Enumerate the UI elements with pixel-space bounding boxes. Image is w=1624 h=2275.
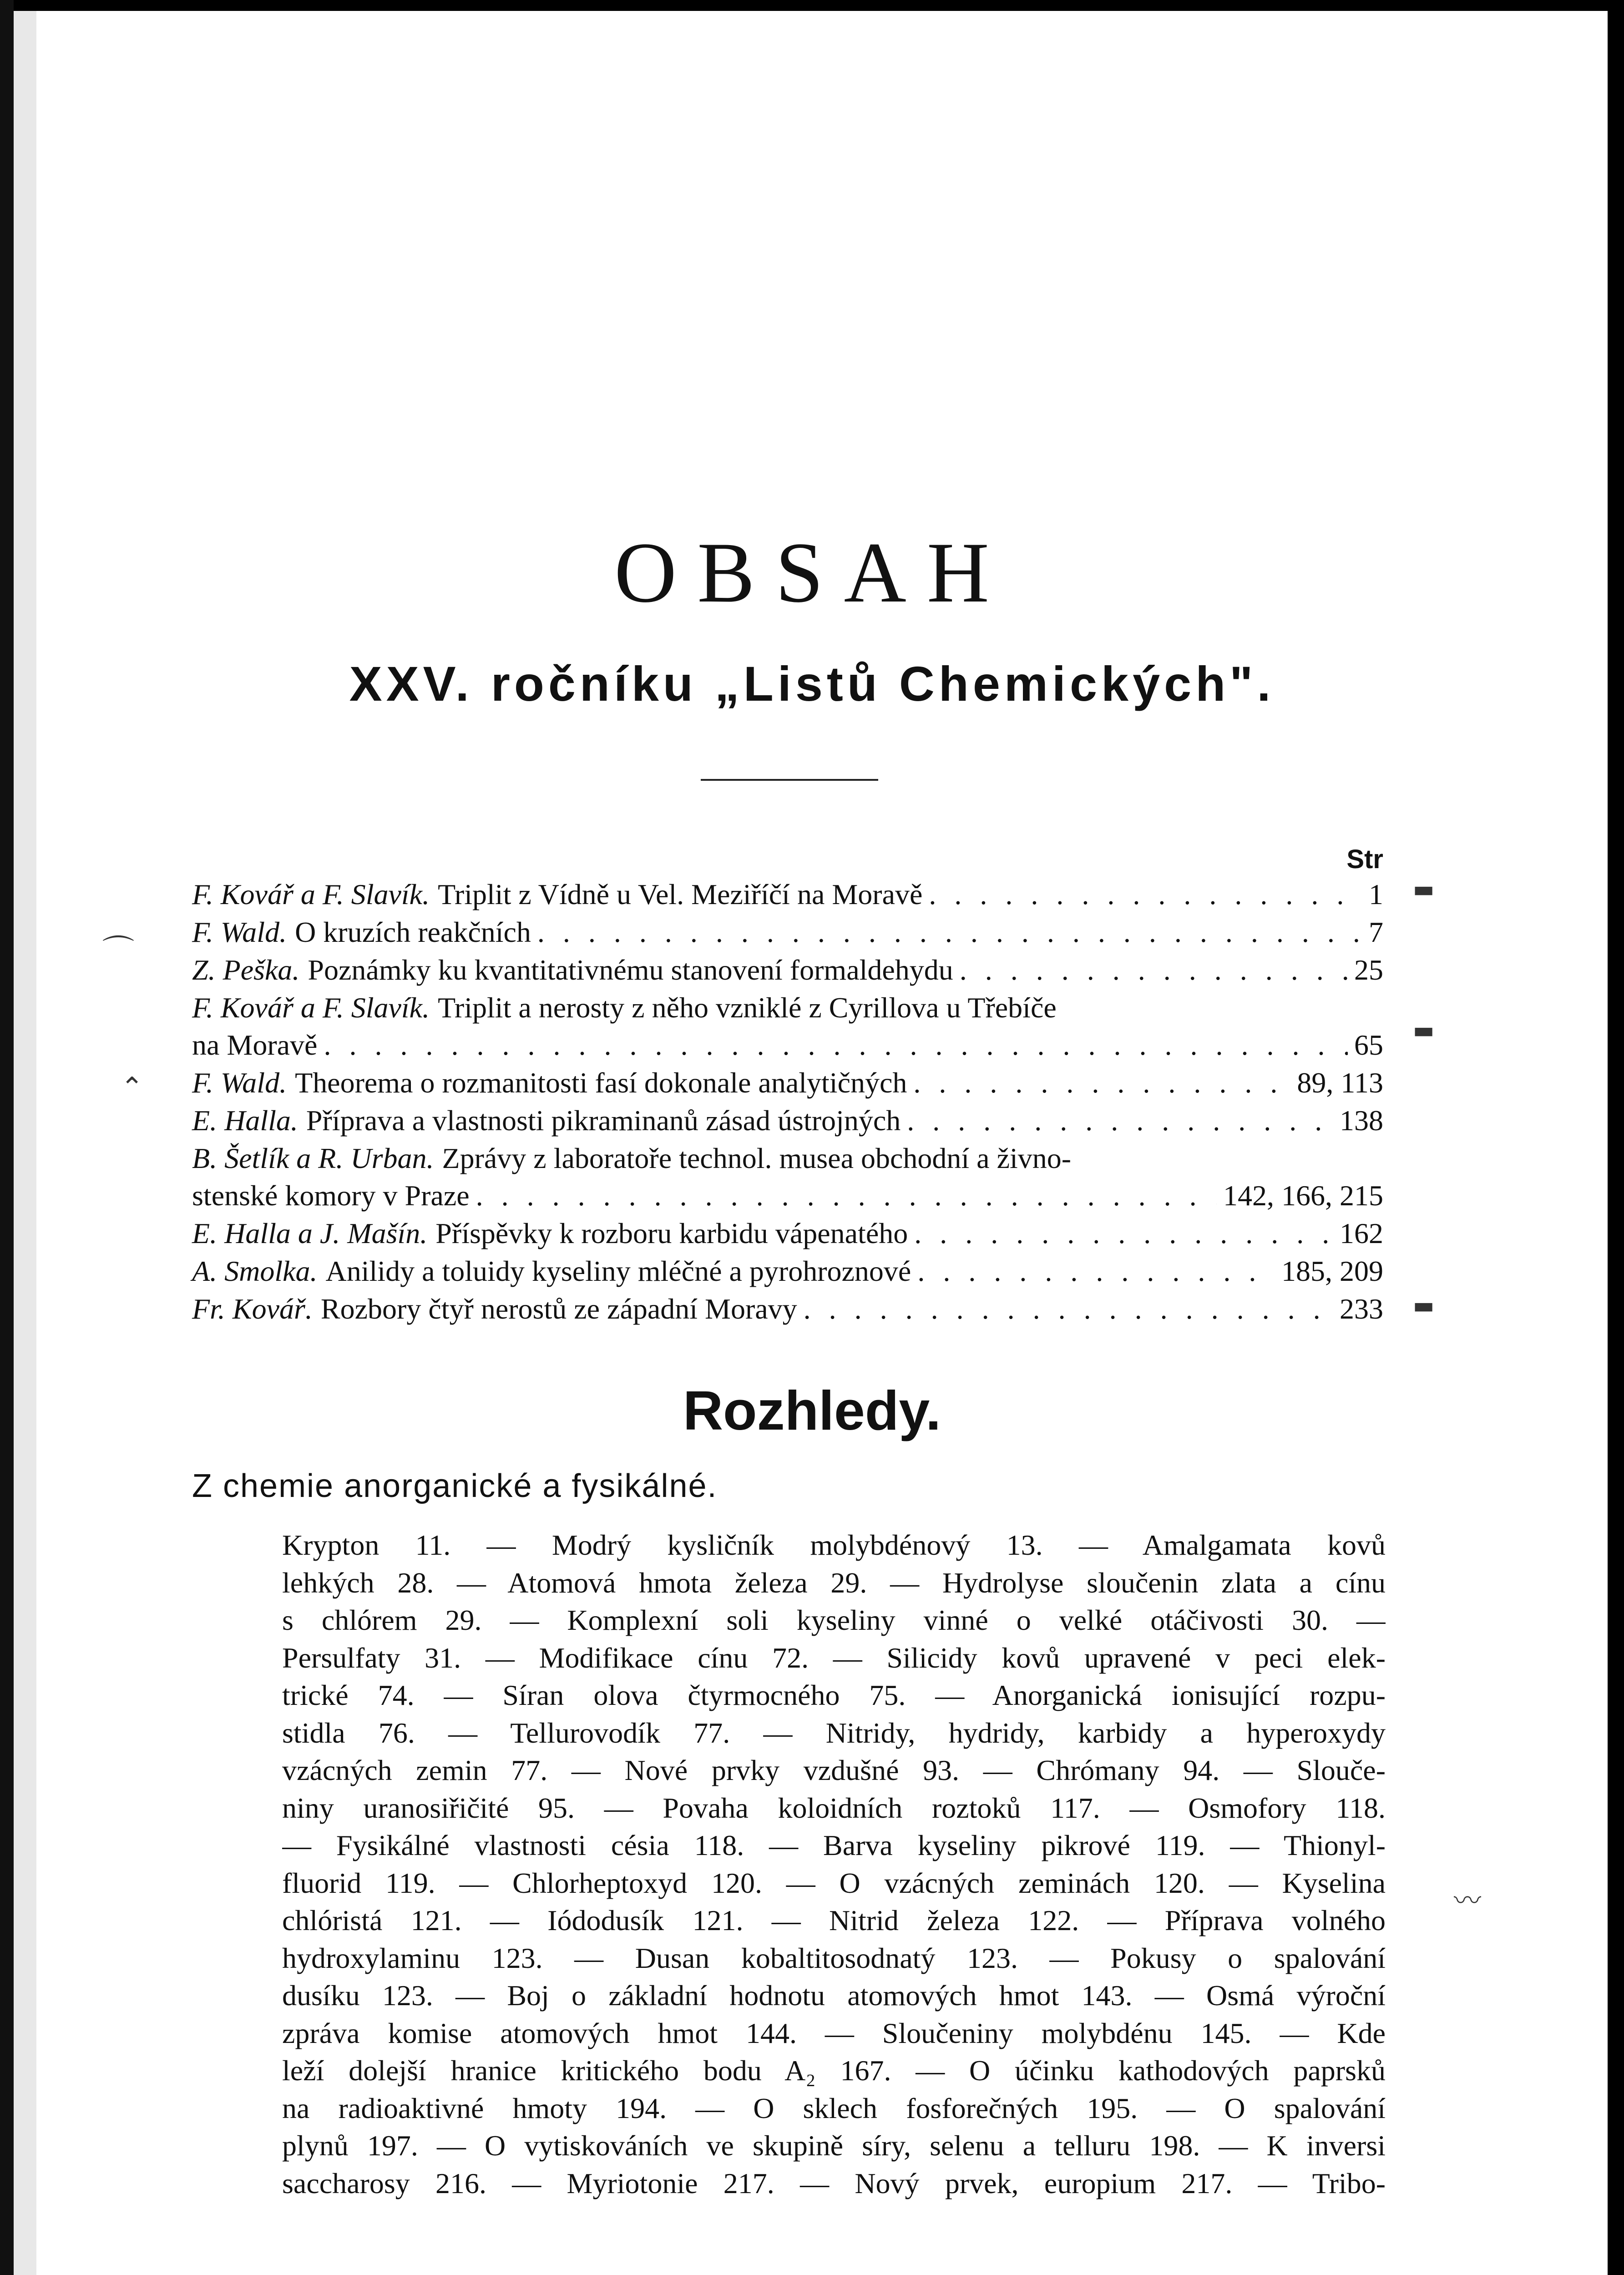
paragraph-line: saccharosy 216. — Myriotonie 217. — Nový prvek, europium 217. — Tribo- bbox=[282, 2167, 1386, 2199]
leader-dots bbox=[537, 914, 1362, 951]
paragraph-line: niny uranosiřičité 95. — Povaha koloidních roztoků 117. — Osmofory 118. bbox=[282, 1791, 1386, 1824]
toc-title: Theorema o rozmanitosti fasí dokonale analytičných bbox=[295, 1067, 907, 1099]
toc-entry[interactable] bbox=[192, 1215, 1383, 1252]
toc-author: F. Wald. bbox=[192, 916, 287, 948]
toc-entry[interactable] bbox=[192, 1253, 1383, 1290]
paragraph-line: leží dolejší hranice kritického bodu A₂ 167. — O účinku kathodových paprsků bbox=[282, 2054, 1386, 2087]
divider-rule bbox=[701, 779, 878, 781]
toc-title: Poznámky ku kvantitativnému stanovení formaldehydu bbox=[308, 954, 953, 986]
leader-dots bbox=[960, 951, 1348, 989]
paragraph-line: zpráva komise atomových hmot 144. — Sloučeniny molybdénu 145. — Kde bbox=[282, 2017, 1386, 2049]
toc-pages: 138 bbox=[1340, 1104, 1383, 1137]
toc-pages: 185, 209 bbox=[1281, 1255, 1383, 1287]
scan-border-right bbox=[1608, 0, 1624, 2275]
leader-dots bbox=[917, 1253, 1275, 1290]
leader-dots bbox=[913, 1064, 1290, 1102]
toc-title: Triplit z Vídně u Vel. Meziříčí na Moravě bbox=[438, 878, 923, 910]
toc-title: Příprava a vlastnosti pikraminanů zásad ústrojných bbox=[306, 1104, 901, 1137]
toc-entry[interactable] bbox=[192, 914, 1383, 951]
toc-author: E. Halla. bbox=[192, 1104, 298, 1137]
toc-entry[interactable] bbox=[192, 1290, 1383, 1328]
toc-title-continued: stenské komory v Praze bbox=[192, 1179, 470, 1212]
toc-title: O kruzích reakčních bbox=[295, 916, 531, 948]
toc-pages: 89, 113 bbox=[1297, 1067, 1383, 1099]
toc-title: Triplit a nerosty z něho vzniklé z Cyrillova u Třebíče bbox=[438, 991, 1057, 1024]
subsection-heading: Z chemie anorganické a fysikálné. bbox=[192, 1468, 718, 1504]
paragraph-line: hydroxylaminu 123. — Dusan kobaltitosodnatý 123. — Pokusy o spalování bbox=[282, 1941, 1386, 1974]
paragraph-line: plynů 197. — O vytiskováních ve skupině síry, selenu a telluru 198. — K inversi bbox=[282, 2129, 1386, 2162]
toc-author: Fr. Kovář. bbox=[192, 1293, 313, 1325]
margin-caret-mark: ⌒ bbox=[102, 933, 134, 970]
paragraph-line: s chlórem 29. — Komplexní soli kyseliny vinné o velké otáčivosti 30. — bbox=[282, 1604, 1386, 1636]
paragraph-line: na radioaktivné hmoty 194. — O sklech fosforečných 195. — O spalování bbox=[282, 2092, 1386, 2124]
margin-dash-mark: ▬ bbox=[1413, 1017, 1435, 1043]
margin-dash-mark: ▬ bbox=[1413, 876, 1435, 902]
review-paragraph bbox=[282, 1527, 1386, 2202]
paragraph-line: fluorid 119. — Chlorheptoxyd 120. — O vzácných zeminách 120. — Kyselina bbox=[282, 1866, 1386, 1899]
paragraph-line: lehkých 28. — Atomová hmota železa 29. — Hydrolyse sloučenin zlata a cínu bbox=[282, 1566, 1386, 1599]
toc-author: A. Smolka. bbox=[192, 1255, 318, 1287]
paragraph-line: — Fysikálné vlastnosti césia 118. — Barva kyseliny pikrové 119. — Thionyl- bbox=[282, 1829, 1386, 1861]
toc-pages: 65 bbox=[1354, 1029, 1383, 1061]
toc-author: F. Kovář a F. Slavík. bbox=[192, 991, 430, 1024]
toc-title: Rozbory čtyř nerostů ze západní Moravy bbox=[320, 1293, 797, 1325]
leader-dots bbox=[907, 1102, 1333, 1139]
toc-title: Anilidy a toluidy kyseliny mléčné a pyrohroznové bbox=[325, 1255, 911, 1287]
toc-pages: 233 bbox=[1340, 1293, 1383, 1325]
toc-entry[interactable] bbox=[192, 1102, 1383, 1139]
paragraph-line: Persulfaty 31. — Modifikace cínu 72. — Silicidy kovů upravené v peci elek- bbox=[282, 1641, 1386, 1674]
paragraph-line: stidla 76. — Tellurovodík 77. — Nitridy, hydridy, karbidy a hyperoxydy bbox=[282, 1716, 1386, 1749]
margin-caret-mark: ⌃ bbox=[121, 1072, 144, 1103]
toc-entry[interactable] bbox=[192, 989, 1383, 1064]
scan-border-left bbox=[0, 0, 14, 2275]
toc-entry[interactable] bbox=[192, 876, 1383, 913]
toc-pages: 1 bbox=[1369, 878, 1383, 910]
leader-dots bbox=[476, 1177, 1217, 1214]
toc-entry[interactable] bbox=[192, 951, 1383, 989]
toc-title: Zprávy z laboratoře technol. musea obchodní a živno- bbox=[442, 1142, 1072, 1174]
leader-dots bbox=[324, 1026, 1348, 1064]
toc-title-continued: na Moravě bbox=[192, 1029, 318, 1061]
toc-pages: 7 bbox=[1369, 916, 1383, 948]
page-subtitle: XXV. ročníku „Listů Chemických". bbox=[349, 656, 1275, 711]
toc-author: B. Šetlík a R. Urban. bbox=[192, 1142, 434, 1174]
page-gutter bbox=[14, 0, 36, 2275]
toc-entry[interactable] bbox=[192, 1064, 1383, 1102]
scan-border-top bbox=[14, 0, 1624, 11]
toc-title: Příspěvky k rozboru karbidu vápenatého bbox=[435, 1217, 908, 1249]
toc-author: F. Kovář a F. Slavík. bbox=[192, 878, 430, 910]
page-title: OBSAH bbox=[614, 525, 1010, 621]
toc-pages: 142, 166, 215 bbox=[1223, 1179, 1383, 1212]
page-column-label: Str bbox=[1346, 844, 1383, 874]
leader-dots bbox=[804, 1290, 1333, 1328]
leader-dots bbox=[929, 876, 1362, 913]
toc-author: E. Halla a J. Mašín. bbox=[192, 1217, 428, 1249]
toc-author: Z. Peška. bbox=[192, 954, 300, 986]
toc-author: F. Wald. bbox=[192, 1067, 287, 1099]
paragraph-line: Krypton 11. — Modrý kysličník molybdénový 13. — Amalgamata kovů bbox=[282, 1529, 1386, 1561]
toc-pages: 25 bbox=[1354, 954, 1383, 986]
paragraph-line: dusíku 123. — Boj o základní hodnotu atomových hmot 143. — Osmá výroční bbox=[282, 1979, 1386, 2012]
leader-dots bbox=[914, 1215, 1333, 1252]
paragraph-line: vzácných zemin 77. — Nové prvky vzdušné 93. — Chrómany 94. — Slouče- bbox=[282, 1754, 1386, 1786]
margin-dash-mark: ▬ bbox=[1413, 1292, 1435, 1319]
section-heading: Rozhledy. bbox=[683, 1380, 941, 1441]
margin-squiggle-mark: 〰 bbox=[1454, 1885, 1481, 1917]
paragraph-line: chlóristá 121. — Iódodusík 121. — Nitrid železa 122. — Příprava volného bbox=[282, 1904, 1386, 1936]
toc-entry[interactable] bbox=[192, 1140, 1383, 1214]
toc-pages: 162 bbox=[1340, 1217, 1383, 1249]
paragraph-line: trické 74. — Síran olova čtyrmocného 75. — Anorganická ionisující rozpu- bbox=[282, 1679, 1386, 1711]
